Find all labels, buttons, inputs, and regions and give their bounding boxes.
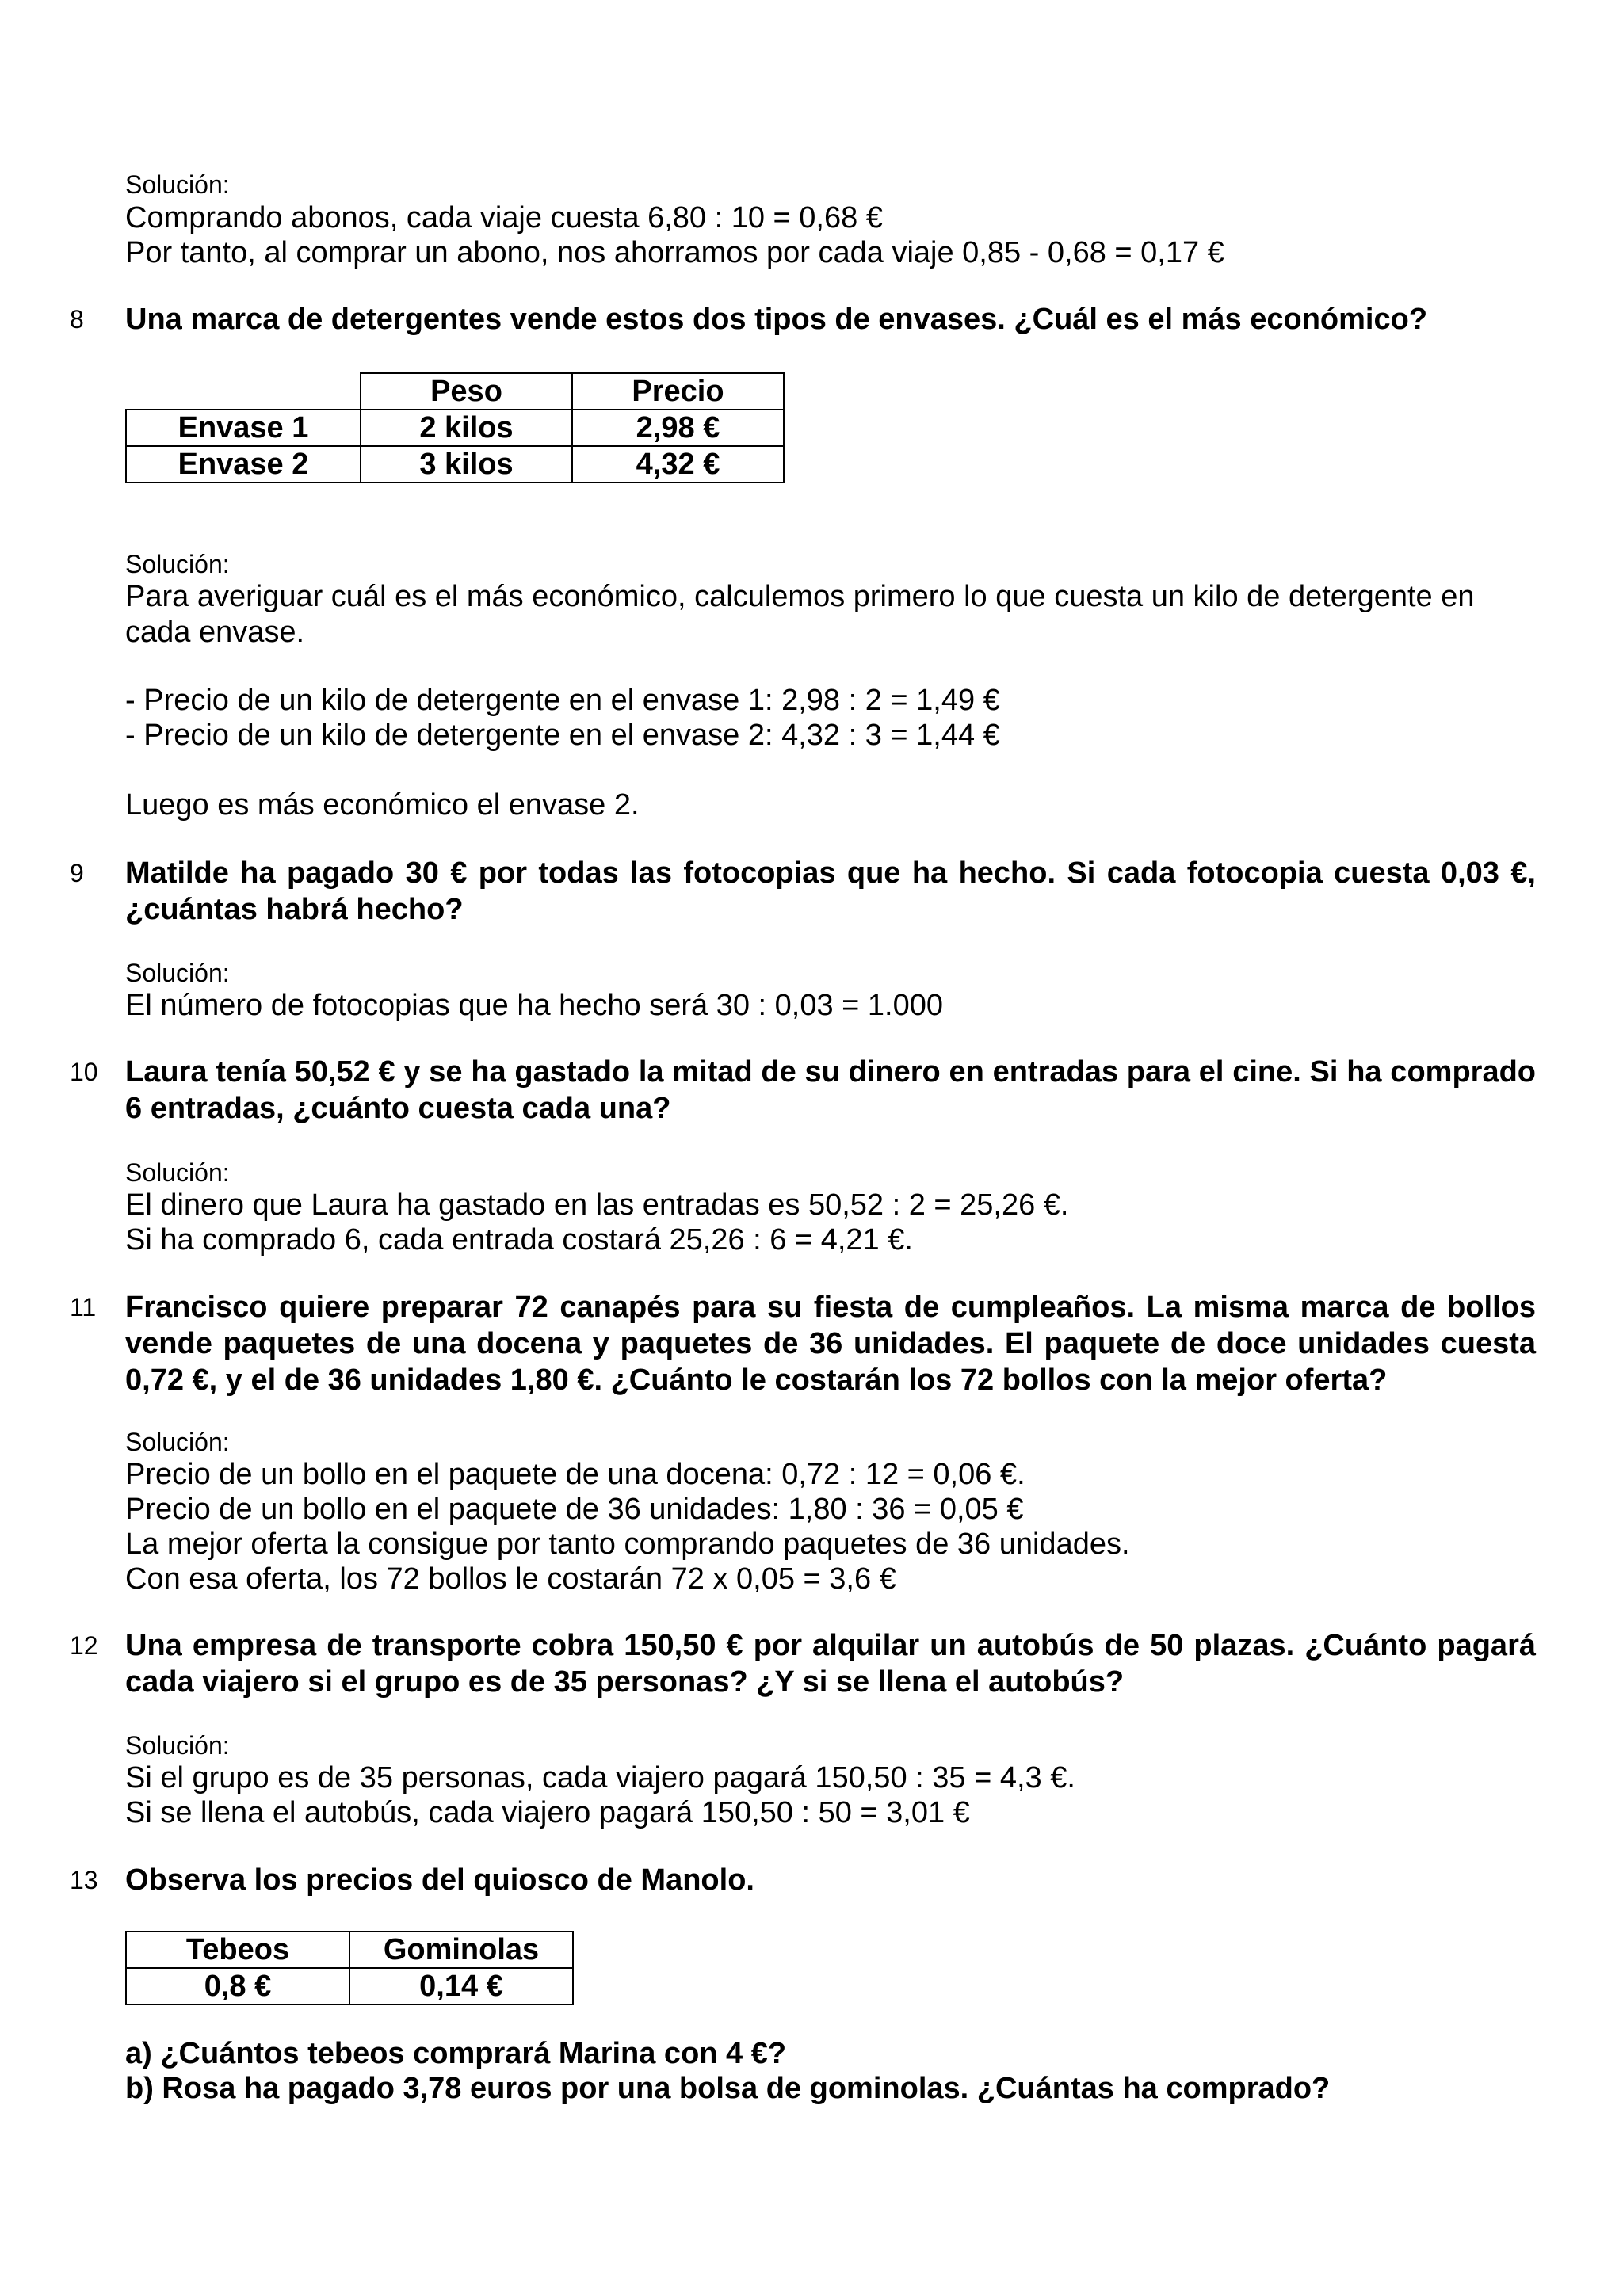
- problem-11-solution-line-4: Con esa oferta, los 72 bollos le costarán 72 x 0,05 = 3,6 €: [125, 1562, 896, 1596]
- table-header-gominolas: Gominolas: [349, 1932, 573, 1968]
- problem-13-number: 13: [70, 1866, 98, 1894]
- problem-8-solution-line-4: - Precio de un kilo de detergente en el envase 2: 4,32 : 3 = 1,44 €: [125, 719, 1000, 752]
- table-header-tebeos: Tebeos: [126, 1932, 349, 1968]
- kiosk-table-header: [126, 1932, 573, 1968]
- intro-solution-line-2: Por tanto, al comprar un abono, nos ahorramos por cada viaje 0,85 - 0,68 = 0,17 €: [125, 236, 1224, 269]
- problem-8-solution-line-5: Luego es más económico el envase 2.: [125, 788, 640, 822]
- table-row-precio: 2,98 €: [572, 410, 784, 446]
- problem-12-number: 12: [70, 1631, 98, 1660]
- table-row: [126, 1968, 573, 2004]
- detergent-table-header: [126, 373, 784, 410]
- problem-11-question: Francisco quiere preparar 72 canapés para su fiesta de cumpleaños. La misma marca de bollos vende paquetes de una docena y paquetes de 36 unidades. El paquete de doce unidades cuesta 0,72 €, y el de 36 unidades 1,80 €. ¿Cuánto le costarán los 72 bollos con la mejor oferta?: [125, 1291, 1536, 1397]
- kiosk-price-table: [125, 1931, 574, 2005]
- problem-8-solution-line-3: - Precio de un kilo de detergente en el envase 1: 2,98 : 2 = 1,49 €: [125, 684, 1000, 717]
- problem-10-question: Laura tenía 50,52 € y se ha gastado la mitad de su dinero en entradas para el cine. Si ha comprado 6 entradas, ¿cuánto cuesta cada una?: [125, 1055, 1536, 1125]
- problem-9-number: 9: [70, 859, 84, 887]
- problem-8-number: 8: [70, 305, 84, 334]
- problem-9-question: Matilde ha pagado 30 € por todas las fotocopias que ha hecho. Si cada fotocopia cuesta 0,03 €, ¿cuántas habrá hecho?: [125, 856, 1536, 926]
- table-empty-cell: [126, 373, 361, 410]
- problem-8-solution-label: Solución:: [125, 550, 230, 578]
- problem-10-number: 10: [70, 1058, 98, 1086]
- detergent-table: [125, 372, 785, 483]
- problem-10-solution-line-1: El dinero que Laura ha gastado en las entradas es 50,52 : 2 = 25,26 €.: [125, 1188, 1069, 1222]
- problem-12-solution-label: Solución:: [125, 1731, 230, 1760]
- table-value-tebeos: 0,8 €: [126, 1968, 349, 2004]
- problem-12-solution-line-1: Si el grupo es de 35 personas, cada viajero pagará 150,50 : 35 = 4,3 €.: [125, 1761, 1075, 1794]
- table-header-precio: Precio: [572, 373, 784, 410]
- table-value-gominolas: 0,14 €: [349, 1968, 573, 2004]
- table-header-peso: Peso: [361, 373, 572, 410]
- problem-12-question: Una empresa de transporte cobra 150,50 € por alquilar un autobús de 50 plazas. ¿Cuánto pagará cada viajero si el grupo es de 35 personas? ¿Y si se llena el autobús?: [125, 1629, 1536, 1699]
- problem-10-solution-line-2: Si ha comprado 6, cada entrada costará 25,26 : 6 = 4,21 €.: [125, 1223, 913, 1257]
- table-row-peso: 2 kilos: [361, 410, 572, 446]
- problem-11-number: 11: [70, 1293, 97, 1322]
- table-row-name: Envase 2: [126, 446, 361, 482]
- problem-11-solution-line-1: Precio de un bollo en el paquete de una docena: 0,72 : 12 = 0,06 €.: [125, 1458, 1025, 1491]
- problem-12-solution-line-2: Si se llena el autobús, cada viajero pagará 150,50 : 50 = 3,01 €: [125, 1796, 970, 1829]
- problem-11-solution-line-2: Precio de un bollo en el paquete de 36 unidades: 1,80 : 36 = 0,05 €: [125, 1493, 1024, 1526]
- problem-13-item-a: a) ¿Cuántos tebeos comprará Marina con 4 €?: [125, 2037, 787, 2070]
- table-row: [126, 446, 784, 482]
- problem-8-question: Una marca de detergentes vende estos dos tipos de envases. ¿Cuál es el más económico?: [125, 303, 1428, 336]
- problem-8-solution-line-2: cada envase.: [125, 616, 305, 649]
- table-row-peso: 3 kilos: [361, 446, 572, 482]
- problem-11-solution-label: Solución:: [125, 1428, 230, 1456]
- table-row-name: Envase 1: [126, 410, 361, 446]
- problem-9-solution-line-1: El número de fotocopias que ha hecho será 30 : 0,03 = 1.000: [125, 989, 944, 1022]
- intro-solution-line-1: Comprando abonos, cada viaje cuesta 6,80 : 10 = 0,68 €: [125, 201, 883, 235]
- problem-13-item-b: b) Rosa ha pagado 3,78 euros por una bolsa de gominolas. ¿Cuántas ha comprado?: [125, 2072, 1331, 2105]
- table-row: [126, 410, 784, 446]
- problem-13-question: Observa los precios del quiosco de Manolo.: [125, 1863, 754, 1897]
- intro-solution-label: Solución:: [125, 170, 230, 199]
- problem-9-solution-label: Solución:: [125, 959, 230, 987]
- problem-8-solution-line-1: Para averiguar cuál es el más económico, calculemos primero lo que cuesta un kilo de detergente en: [125, 580, 1475, 613]
- problem-10-solution-label: Solución:: [125, 1158, 230, 1187]
- problem-11-solution-line-3: La mejor oferta la consigue por tanto comprando paquetes de 36 unidades.: [125, 1527, 1130, 1561]
- table-row-precio: 4,32 €: [572, 446, 784, 482]
